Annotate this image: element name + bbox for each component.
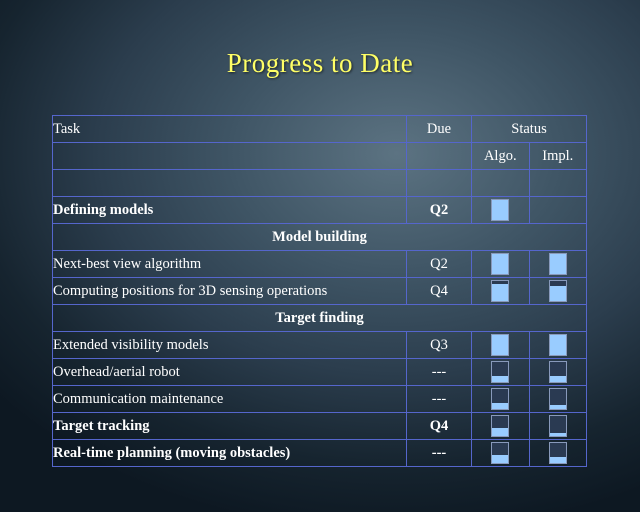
- table-section-row: [53, 224, 587, 251]
- table-header-row: [53, 116, 587, 143]
- impl-status-cell: [529, 278, 587, 305]
- progress-bar-wrapper: [472, 413, 529, 439]
- progress-bar: [549, 334, 567, 356]
- progress-bar-fill: [492, 254, 508, 274]
- subheader-task-blank: [53, 143, 407, 170]
- impl-status-cell: [529, 359, 587, 386]
- table-row: [53, 440, 587, 467]
- header-due: Due: [407, 116, 472, 143]
- due-value: ---: [407, 440, 472, 467]
- progress-bar: [549, 442, 567, 464]
- progress-bar-fill: [492, 376, 508, 382]
- task-label: Computing positions for 3D sensing operations: [53, 278, 407, 305]
- progress-bar: [491, 388, 509, 410]
- subheader-impl: Impl.: [529, 143, 587, 170]
- page-title: Progress to Date: [226, 48, 414, 78]
- progress-bar-fill: [550, 376, 566, 382]
- algo-status-cell: [472, 170, 530, 197]
- progress-bar: [549, 415, 567, 437]
- progress-bar-fill: [492, 200, 508, 220]
- task-label: Defining models: [53, 197, 407, 224]
- progress-bar-fill: [550, 286, 566, 301]
- progress-bar: [549, 361, 567, 383]
- task-label: Communication maintenance: [53, 386, 407, 413]
- progress-bar: [491, 199, 509, 221]
- progress-bar: [549, 388, 567, 410]
- due-value: Q4: [407, 413, 472, 440]
- algo-status-cell: [472, 332, 530, 359]
- progress-bar-wrapper: [530, 440, 587, 466]
- progress-bar-fill: [550, 254, 566, 274]
- progress-bar-fill: [492, 284, 508, 301]
- progress-bar-wrapper: [530, 413, 587, 439]
- progress-bar: [549, 253, 567, 275]
- progress-bar: [549, 280, 567, 302]
- impl-status-cell: [529, 197, 587, 224]
- task-label: Next-best view algorithm: [53, 251, 407, 278]
- section-label: Model building: [53, 224, 587, 251]
- due-value: [407, 170, 472, 197]
- progress-bar-wrapper: [530, 251, 587, 277]
- task-label: Extended visibility models: [53, 332, 407, 359]
- algo-status-cell: [472, 197, 530, 224]
- progress-bar: [491, 415, 509, 437]
- subheader-algo: Algo.: [472, 143, 530, 170]
- header-task: Task: [53, 116, 407, 143]
- algo-status-cell: [472, 386, 530, 413]
- table-row: [53, 413, 587, 440]
- progress-bar-fill: [492, 455, 508, 463]
- progress-bar-wrapper: [472, 251, 529, 277]
- header-status: Status: [472, 116, 587, 143]
- table-row: [53, 170, 587, 197]
- due-value: Q2: [407, 251, 472, 278]
- progress-bar-fill: [492, 428, 508, 436]
- table-row: [53, 332, 587, 359]
- table-body: [53, 116, 587, 467]
- progress-bar: [491, 442, 509, 464]
- progress-bar-wrapper: [472, 386, 529, 412]
- task-label: Real-time planning (moving obstacles): [53, 440, 407, 467]
- due-value: Q2: [407, 197, 472, 224]
- due-value: ---: [407, 386, 472, 413]
- progress-bar: [491, 334, 509, 356]
- progress-bar-wrapper: [530, 359, 587, 385]
- progress-bar-fill: [550, 457, 566, 463]
- algo-status-cell: [472, 251, 530, 278]
- task-label: Target tracking: [53, 413, 407, 440]
- progress-bar-wrapper: [472, 278, 529, 304]
- task-label: [53, 170, 407, 197]
- subheader-due-blank: [407, 143, 472, 170]
- progress-bar-wrapper: [472, 197, 529, 223]
- algo-status-cell: [472, 440, 530, 467]
- impl-status-cell: [529, 170, 587, 197]
- section-label: Target finding: [53, 305, 587, 332]
- progress-bar-wrapper: [472, 359, 529, 385]
- progress-bar-wrapper: [472, 332, 529, 358]
- due-value: ---: [407, 359, 472, 386]
- table-row: [53, 359, 587, 386]
- table-row: [53, 251, 587, 278]
- table-row: [53, 197, 587, 224]
- task-label: Overhead/aerial robot: [53, 359, 407, 386]
- progress-bar-wrapper: [530, 332, 587, 358]
- progress-bar-fill: [550, 433, 566, 436]
- progress-bar: [491, 253, 509, 275]
- table-subheader-row: [53, 143, 587, 170]
- progress-bar: [491, 280, 509, 302]
- progress-bar-fill: [550, 405, 566, 409]
- impl-status-cell: [529, 440, 587, 467]
- due-value: Q4: [407, 278, 472, 305]
- progress-bar-fill: [492, 403, 508, 409]
- impl-status-cell: [529, 251, 587, 278]
- table-row: [53, 386, 587, 413]
- progress-bar-wrapper: [530, 278, 587, 304]
- progress-bar-fill: [492, 335, 508, 355]
- algo-status-cell: [472, 278, 530, 305]
- progress-bar-wrapper: [530, 386, 587, 412]
- progress-bar-fill: [550, 335, 566, 355]
- progress-table-container: [52, 115, 587, 467]
- due-value: Q3: [407, 332, 472, 359]
- impl-status-cell: [529, 413, 587, 440]
- progress-table: [52, 115, 587, 467]
- table-section-row: [53, 305, 587, 332]
- impl-status-cell: [529, 386, 587, 413]
- table-row: [53, 278, 587, 305]
- impl-status-cell: [529, 332, 587, 359]
- progress-bar-wrapper: [472, 440, 529, 466]
- algo-status-cell: [472, 359, 530, 386]
- algo-status-cell: [472, 413, 530, 440]
- progress-bar: [491, 361, 509, 383]
